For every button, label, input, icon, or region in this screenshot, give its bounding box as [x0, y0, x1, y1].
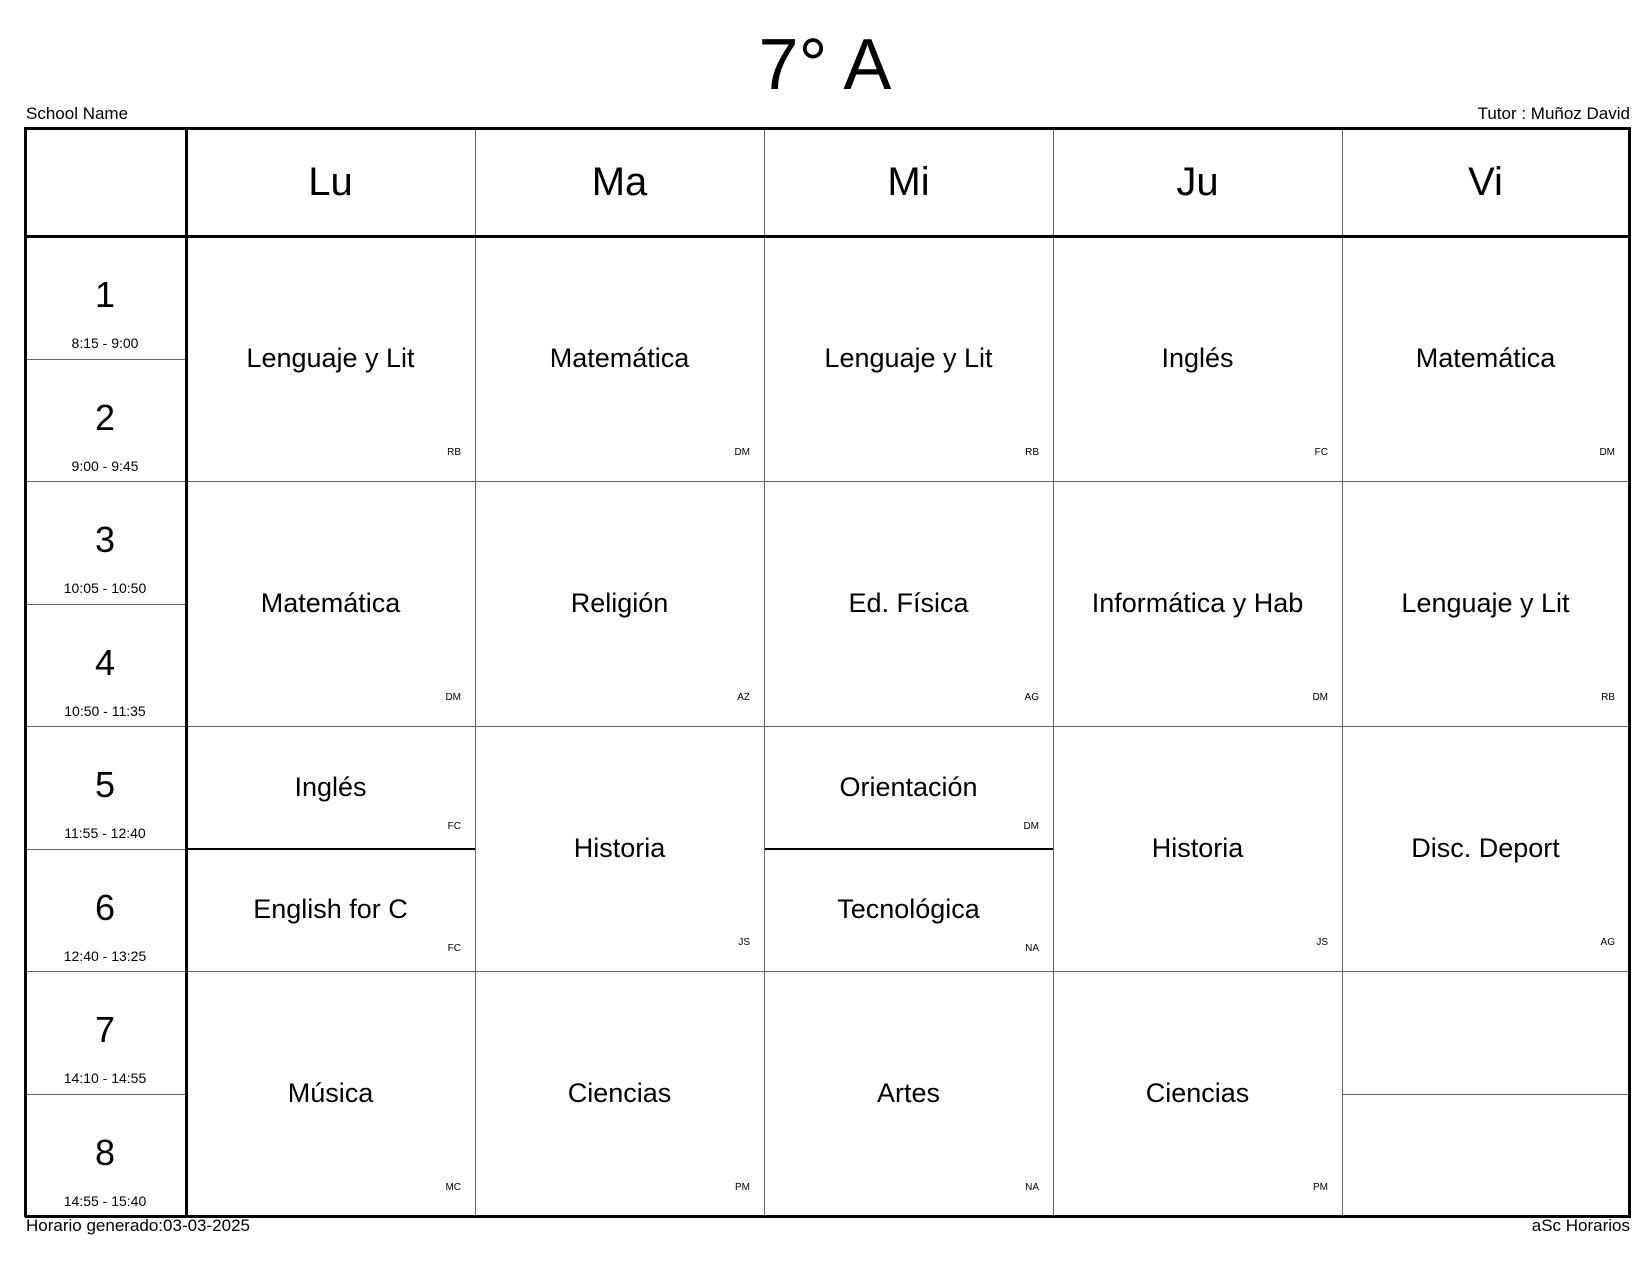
lesson-teacher: DM	[1599, 447, 1615, 458]
lesson-cell[interactable]	[475, 236, 764, 481]
lesson-teacher: PM	[1313, 1182, 1328, 1193]
timetable-title: 7° A	[758, 25, 892, 105]
day-header-lu: Lu	[308, 159, 353, 204]
column-divider	[764, 128, 765, 1216]
day-header-mi: Mi	[887, 159, 930, 204]
school-name: School Name	[26, 104, 129, 123]
lesson-cell[interactable]	[1342, 236, 1629, 481]
lesson-cell[interactable]	[1342, 481, 1629, 726]
lesson-teacher: FC	[447, 820, 461, 832]
split-divider	[764, 848, 1053, 850]
period-time: 14:55 - 15:40	[63, 1192, 147, 1209]
period-time: 14:10 - 14:55	[63, 1070, 147, 1086]
day-header-ma: Ma	[591, 159, 648, 204]
lesson-teacher: JS	[738, 937, 750, 948]
lesson-subject: Música	[287, 1078, 374, 1108]
frame-bottom	[25, 1215, 1631, 1218]
lesson-teacher: AZ	[737, 692, 750, 703]
frame-left	[24, 127, 27, 1217]
lesson-teacher: FC	[1314, 447, 1328, 458]
period-time: 11:55 - 12:40	[64, 825, 146, 841]
period-divider	[25, 481, 186, 482]
header-divider	[25, 235, 1629, 238]
lesson-cell[interactable]	[1053, 726, 1342, 971]
period-number: 1	[94, 274, 116, 315]
lesson-cell[interactable]	[186, 236, 475, 481]
lesson-cell[interactable]	[764, 481, 1053, 726]
lesson-teacher: RB	[447, 447, 461, 458]
lesson-subject: Orientación	[839, 771, 978, 802]
lesson-subject: Ciencias	[1145, 1078, 1250, 1108]
period-divider	[25, 971, 186, 972]
lesson-subject: Artes	[876, 1078, 941, 1108]
frame-right	[1628, 127, 1631, 1217]
period-number: 5	[94, 764, 116, 805]
lesson-subject: Matemática	[260, 588, 401, 618]
period-divider	[25, 359, 186, 360]
lesson-subject: Inglés	[1161, 343, 1234, 373]
lesson-subject: Tecnológica	[837, 894, 980, 925]
lesson-cell[interactable]	[186, 481, 475, 726]
period-divider	[25, 1094, 186, 1095]
period-number: 6	[94, 886, 116, 928]
lesson-teacher: DM	[734, 447, 750, 458]
period-time: 9:00 - 9:45	[71, 457, 139, 474]
period-number: 3	[94, 519, 116, 560]
lesson-cell[interactable]	[475, 726, 764, 971]
period-time: 8:15 - 9:00	[71, 335, 139, 351]
lesson-cell[interactable]	[1053, 481, 1342, 726]
lesson-subject: Inglés	[294, 771, 367, 802]
column-divider	[475, 128, 476, 1216]
block-divider	[186, 971, 1629, 972]
lesson-cell[interactable]	[186, 971, 475, 1216]
lesson-teacher: RB	[1601, 692, 1615, 703]
lesson-subject: Lenguaje y Lit	[1401, 588, 1570, 618]
tutor-label: Tutor : Muñoz David	[1477, 104, 1630, 123]
period-number: 4	[94, 641, 116, 683]
lesson-subject: Matemática	[549, 343, 690, 373]
lesson-subject: Historia	[1151, 833, 1244, 863]
block-divider	[186, 726, 1629, 727]
period-divider	[25, 604, 186, 605]
lesson-cell[interactable]	[1053, 971, 1342, 1216]
lesson-teacher: DM	[1312, 692, 1328, 703]
period-number: 7	[94, 1009, 116, 1050]
lesson-subject: Disc. Deport	[1411, 833, 1560, 863]
lesson-teacher: RB	[1025, 447, 1039, 458]
lesson-teacher: AG	[1024, 692, 1039, 703]
period-time: 10:50 - 11:35	[64, 702, 146, 719]
lesson-subject: Historia	[573, 833, 666, 863]
lesson-teacher: PM	[735, 1182, 750, 1193]
lesson-cell[interactable]	[1342, 726, 1629, 971]
software-brand: aSc Horarios	[1531, 1216, 1630, 1235]
column-divider	[1342, 128, 1343, 1216]
lesson-subject: Lenguaje y Lit	[246, 343, 415, 373]
lesson-subject: English for C	[253, 894, 408, 925]
lesson-teacher: NA	[1025, 943, 1039, 954]
lesson-subject: Informática y Hab	[1091, 588, 1304, 618]
day-header-vi: Vi	[1468, 159, 1503, 204]
frame-top	[25, 127, 1631, 130]
lesson-cell[interactable]	[1053, 236, 1342, 481]
period-divider	[25, 726, 186, 727]
lesson-subject: Matemática	[1415, 343, 1556, 373]
column-divider	[1053, 128, 1054, 1216]
lesson-teacher: JS	[1316, 937, 1328, 948]
empty-slot-divider	[1342, 1094, 1629, 1095]
lesson-cell[interactable]	[764, 971, 1053, 1216]
period-time: 12:40 - 13:25	[63, 947, 147, 964]
generated-date: Horario generado:03-03-2025	[26, 1216, 250, 1235]
block-divider	[186, 481, 1629, 482]
lesson-subject: Religión	[570, 588, 669, 618]
lesson-subject: Ciencias	[567, 1078, 672, 1108]
lesson-teacher: NA	[1025, 1182, 1039, 1193]
period-divider	[25, 849, 186, 850]
period-number: 2	[94, 396, 116, 438]
lesson-teacher: DM	[1023, 820, 1039, 832]
lesson-cell[interactable]	[475, 971, 764, 1216]
lesson-teacher: MC	[445, 1182, 461, 1193]
lesson-teacher: DM	[445, 692, 461, 703]
day-header-ju: Ju	[1176, 159, 1219, 204]
split-divider	[186, 848, 475, 850]
lesson-teacher: FC	[447, 943, 461, 954]
lesson-cell[interactable]	[475, 481, 764, 726]
lesson-cell[interactable]	[764, 236, 1053, 481]
lesson-teacher: AG	[1600, 937, 1615, 948]
lesson-subject: Ed. Física	[848, 588, 969, 618]
period-time: 10:05 - 10:50	[63, 580, 147, 596]
period-number: 8	[94, 1131, 116, 1173]
lesson-subject: Lenguaje y Lit	[824, 343, 993, 373]
label-column-divider	[185, 128, 188, 1216]
